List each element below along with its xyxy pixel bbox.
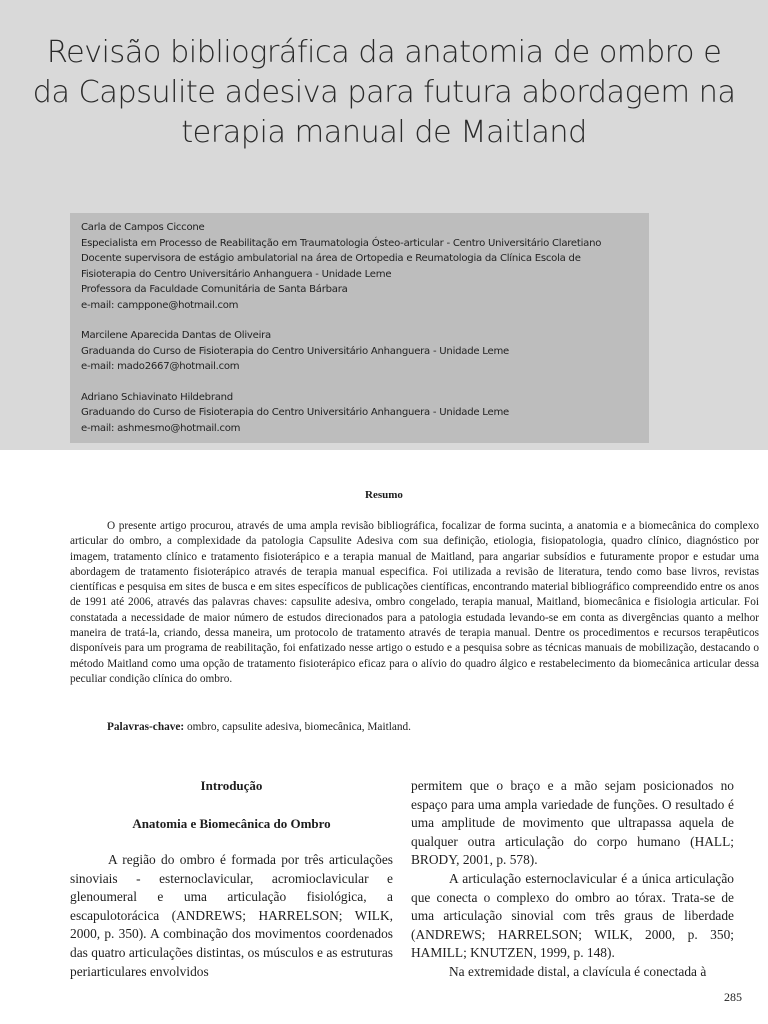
- keywords-label: Palavras-chave:: [107, 721, 185, 733]
- right-column: [411, 777, 734, 982]
- author-block: [81, 390, 649, 437]
- author-block: [81, 220, 649, 313]
- author-name: Carla de Campos Ciccone: [81, 222, 205, 233]
- author-affiliation: Professora da Faculdade Comunitária de Santa Bárbara: [81, 284, 348, 295]
- page-number: 285: [724, 990, 742, 1004]
- body-paragraph: permitem que o braço e a mão sejam posicionados no espaço para uma ampla variedade de funções. O resultado é uma amplitude de movimento que ultrapassa aquela de qualquer outra articulação do corpo humano (HALL; BRODY, 2001, p. 578).: [411, 778, 734, 868]
- keywords-text: ombro, capsulite adesiva, biomecânica, Maitland.: [184, 721, 411, 733]
- author-affiliation: Especialista em Processo de Reabilitação em Traumatologia Ósteo-articular - Centro Universitário Claretiano: [81, 237, 602, 249]
- author-email: e-mail: ashmesmo@hotmail.com: [81, 422, 241, 434]
- author-affiliation: Docente supervisora de estágio ambulatorial na área de Ortopedia e Reumatologia da Clínica Escola de: [81, 253, 581, 264]
- header-band: [0, 0, 768, 450]
- author-affiliation: Fisioterapia do Centro Universitário Anhanguera - Unidade Leme: [81, 268, 392, 280]
- author-name: Marcilene Aparecida Dantas de Oliveira: [81, 330, 271, 341]
- authors-box: [70, 213, 649, 443]
- author-name: Adriano Schiavinato Hildebrand: [81, 391, 233, 403]
- section-heading-introduction: Introdução: [200, 778, 263, 793]
- body-paragraph: Na extremidade distal, a clavícula é conectada à: [449, 963, 707, 979]
- keywords: [107, 721, 759, 733]
- abstract-text: O presente artigo procurou, através de uma ampla revisão bibliográfica, focalizar de forma sucinta, a anatomia e a biomecânica do complexo articular do ombro, a complexidade da patologia Capsulite Adesiva com sua definição, etiologia, fisiopatologia, quadro clínico, diagnóstico por imagem, tratamento clínico e tratamento fisioterápico e a terapia manual de Maitland, para angariar subsídios e futuramente propor e estudar uma abordagem de tratamento fisioterápico através de terapia manual especifica. Foi utilizada a revisão de literatura, tendo como base livros, revistas científicas e pesquisa em sites de busca e em sites específicos de publicações científicas, encontrando material bibliográfico compreendido entre os anos de 1991 até 2006, através das palavras chaves: capsulite adesiva, ombro congelado, terapia manual, Maitland, biomecânica e fisiologia articular. Foi constatada a necessidade de maior número de estudos direcionados para a patologia estudada levando-se em conta as divergências quanto a melhor maneira de tratá-la, criando, dessa maneira, um protocolo de tratamento através de terapia manual. Dentre os procedimentos e recursos terapêuticos disponíveis para um programa de reabilitação, foi enfatizado nesse artigo o estudo e a pesquisa sobre as técnicas manuais de mobilização, destacando o método Maitland como uma opção de tratamento fisioterápico eficaz para o alívio do quadro álgico e restabelecimento da biomecânica articular dessa peculiar condição clínica do ombro.: [70, 520, 759, 685]
- subsection-heading: Anatomia e Biomecânica do Ombro: [132, 816, 331, 831]
- author-email: e-mail: camppone@hotmail.com: [81, 299, 239, 311]
- body-paragraph: A articulação esternoclavicular é a única articulação que conecta o complexo do ombro ao tórax. Trata-se de uma articulação sinovial com três graus de liberdade (ANDREWS; HARRELSON; WILK, 2000, p. 350; HAMILL; KNUTZEN, 1999, p. 148).: [411, 870, 734, 961]
- body-paragraph: A região do ombro é formada por três articulações sinoviais - esternoclavicular, acromioclavicular e glenoumeral e uma articulação fisiológica, a escapulotorácica (ANDREWS; HARRELSON; WILK, 2000, p. 350). A combinação dos movimentos coordenados das quatro articulações distintas, os músculos e as estruturas periarticulares envolvidos: [70, 852, 393, 979]
- left-column: [70, 777, 393, 981]
- abstract-heading: Resumo: [365, 489, 403, 501]
- author-email: e-mail: mado2667@hotmail.com: [81, 361, 240, 372]
- author-affiliation: Graduanda do Curso de Fisioterapia do Centro Universitário Anhanguera - Unidade Leme: [81, 345, 510, 357]
- author-block: [81, 328, 649, 375]
- author-affiliation: Graduando do Curso de Fisioterapia do Centro Universitário Anhanguera - Unidade Leme: [81, 407, 509, 418]
- article-title: Revisão bibliográfica da anatomia de ombro e da Capsulite adesiva para futura abordagem na terapia manual de Maitland: [32, 35, 736, 150]
